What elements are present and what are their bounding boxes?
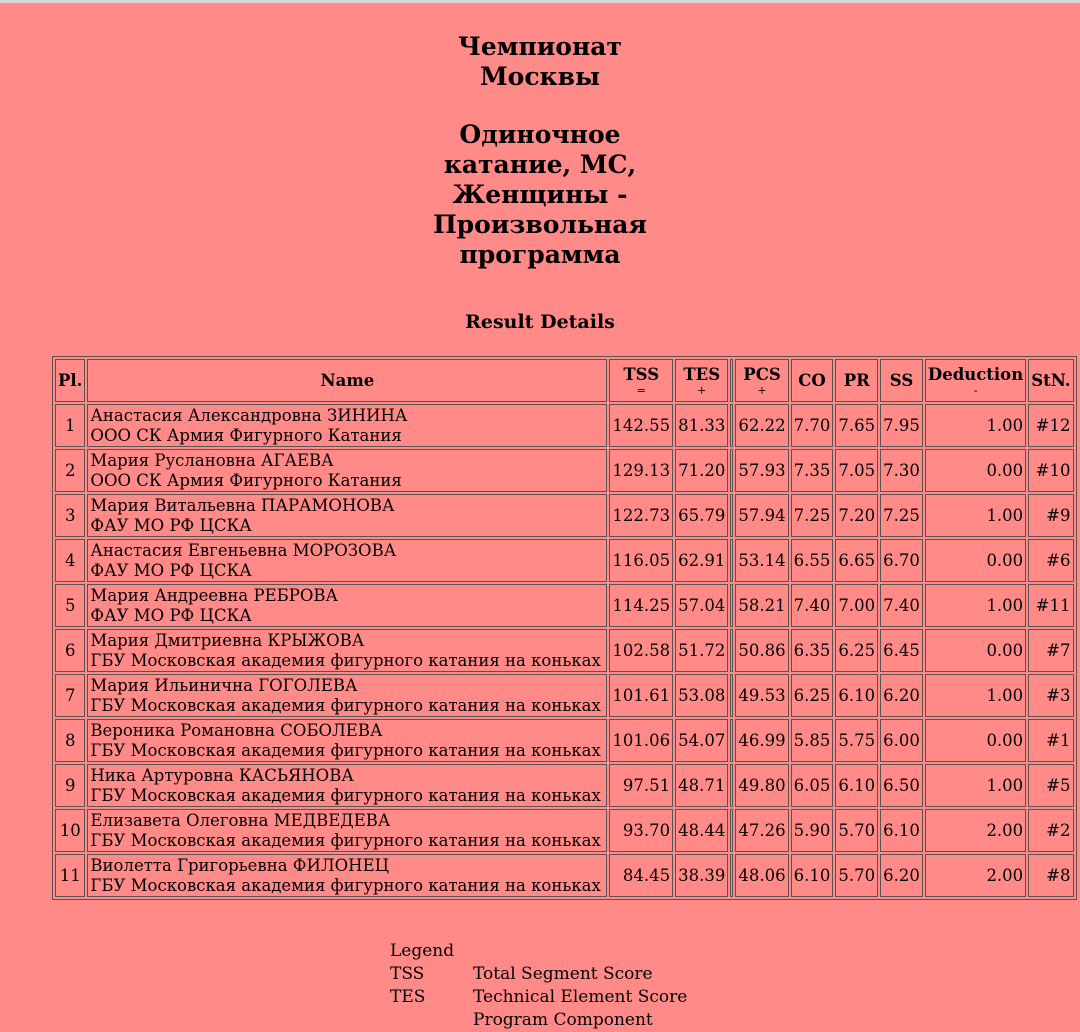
header-pl: Pl.	[55, 359, 85, 402]
cell-ss: 6.20	[880, 674, 923, 717]
cell-stn: #7	[1028, 629, 1073, 672]
cell-ss: 7.95	[880, 404, 923, 447]
cell-place: 6	[55, 629, 85, 672]
cell-tss: 102.58	[609, 629, 673, 672]
cell-ss: 6.50	[880, 764, 923, 807]
cell-pcs: 48.06	[735, 854, 788, 897]
cell-tss: 93.70	[609, 809, 673, 852]
cell-tss: 84.45	[609, 854, 673, 897]
skater-club: ООО СК Армия Фигурного Катания	[90, 425, 402, 445]
skater-name: Елизавета Олеговна МЕДВЕДЕВА	[90, 810, 391, 830]
cell-stn: #8	[1028, 854, 1073, 897]
cell-place: 9	[55, 764, 85, 807]
legend	[390, 940, 687, 1032]
cell-deduction: 2.00	[925, 854, 1026, 897]
cell-co: 7.70	[791, 404, 834, 447]
cell-tes: 81.33	[675, 404, 728, 447]
cell-name	[87, 629, 607, 672]
cell-stn: #11	[1028, 584, 1073, 627]
skater-club: ФАУ МО РФ ЦСКА	[90, 515, 252, 535]
header-pcs: PCS +	[735, 359, 788, 402]
cell-pr: 5.75	[835, 719, 878, 762]
cell-pr: 6.25	[835, 629, 878, 672]
cell-pcs: 57.94	[735, 494, 788, 537]
cell-stn: #5	[1028, 764, 1073, 807]
cell-tss: 97.51	[609, 764, 673, 807]
title-line: Произвольная	[433, 210, 647, 239]
cell-pr: 7.20	[835, 494, 878, 537]
table-row	[55, 629, 1074, 672]
cell-name	[87, 494, 607, 537]
cell-deduction: 1.00	[925, 404, 1026, 447]
cell-ss: 6.45	[880, 629, 923, 672]
cell-tes: 48.44	[675, 809, 728, 852]
cell-ss: 6.00	[880, 719, 923, 762]
skater-name: Мария Андреевна РЕБРОВА	[90, 585, 339, 605]
cell-ss: 7.25	[880, 494, 923, 537]
cell-tes: 57.04	[675, 584, 728, 627]
cell-name	[87, 584, 607, 627]
cell-place: 4	[55, 539, 85, 582]
cell-place: 11	[55, 854, 85, 897]
skater-name: Мария Дмитриевна КРЫЖОВА	[90, 630, 365, 650]
header-stn: StN.	[1028, 359, 1073, 402]
skater-name: Анастасия Евгеньевна МОРОЗОВА	[90, 540, 397, 560]
header-co: CO	[791, 359, 834, 402]
cell-pcs: 50.86	[735, 629, 788, 672]
cell-spacer	[730, 404, 733, 447]
results-body	[55, 404, 1074, 897]
cell-pr: 5.70	[835, 809, 878, 852]
cell-co: 6.35	[791, 629, 834, 672]
skater-name: Вероника Романовна СОБОЛЕВА	[90, 720, 383, 740]
cell-co: 7.25	[791, 494, 834, 537]
cell-stn: #10	[1028, 449, 1073, 492]
cell-pcs: 46.99	[735, 719, 788, 762]
cell-pcs: 57.93	[735, 449, 788, 492]
cell-spacer	[730, 854, 733, 897]
cell-tes: 38.39	[675, 854, 728, 897]
cell-tes: 65.79	[675, 494, 728, 537]
cell-spacer	[730, 539, 733, 582]
cell-spacer	[730, 584, 733, 627]
cell-spacer	[730, 494, 733, 537]
cell-tss: 116.05	[609, 539, 673, 582]
skater-club: ГБУ Московская академия фигурного катания на коньках	[90, 830, 601, 850]
skater-club: ГБУ Московская академия фигурного катания на коньках	[90, 650, 601, 670]
cell-pr: 6.10	[835, 764, 878, 807]
cell-spacer	[730, 809, 733, 852]
title-line: Москвы	[479, 62, 601, 91]
skater-club: ГБУ Московская академия фигурного катания на коньках	[90, 695, 601, 715]
cell-co: 5.90	[791, 809, 834, 852]
table-row	[55, 584, 1074, 627]
skater-name: Мария Витальевна ПАРАМОНОВА	[90, 495, 395, 515]
cell-pcs: 53.14	[735, 539, 788, 582]
cell-co: 6.55	[791, 539, 834, 582]
cell-co: 7.40	[791, 584, 834, 627]
cell-deduction: 1.00	[925, 674, 1026, 717]
cell-stn: #1	[1028, 719, 1073, 762]
cell-ss: 7.30	[880, 449, 923, 492]
cell-co: 6.25	[791, 674, 834, 717]
cell-pr: 7.65	[835, 404, 878, 447]
cell-place: 1	[55, 404, 85, 447]
header-tss: TSS =	[609, 359, 673, 402]
title-line: Чемпионат	[458, 32, 622, 61]
legend-desc: Program Component	[473, 1010, 653, 1030]
cell-co: 5.85	[791, 719, 834, 762]
legend-desc: Technical Element Score	[473, 987, 688, 1007]
top-border	[0, 0, 1080, 3]
cell-spacer	[730, 674, 733, 717]
table-row	[55, 539, 1074, 582]
cell-name	[87, 674, 607, 717]
cell-deduction: 0.00	[925, 449, 1026, 492]
header-deduction: Deduction -	[925, 359, 1026, 402]
cell-pcs: 49.80	[735, 764, 788, 807]
skater-club: ГБУ Московская академия фигурного катания на коньках	[90, 785, 601, 805]
cell-stn: #9	[1028, 494, 1073, 537]
header-spacer	[730, 359, 733, 402]
skater-club: ФАУ МО РФ ЦСКА	[90, 560, 252, 580]
cell-name	[87, 764, 607, 807]
cell-place: 8	[55, 719, 85, 762]
legend-desc: Total Segment Score	[473, 964, 653, 984]
cell-spacer	[730, 629, 733, 672]
cell-tss: 101.06	[609, 719, 673, 762]
cell-deduction: 1.00	[925, 764, 1026, 807]
table-row	[55, 764, 1074, 807]
table-row	[55, 449, 1074, 492]
cell-place: 3	[55, 494, 85, 537]
cell-tss: 101.61	[609, 674, 673, 717]
cell-ss: 6.20	[880, 854, 923, 897]
skater-club: ГБУ Московская академия фигурного катания на коньках	[90, 740, 601, 760]
cell-deduction: 1.00	[925, 494, 1026, 537]
cell-tes: 48.71	[675, 764, 728, 807]
cell-ss: 6.10	[880, 809, 923, 852]
cell-place: 2	[55, 449, 85, 492]
header-pr: PR	[835, 359, 878, 402]
cell-spacer	[730, 719, 733, 762]
cell-deduction: 0.00	[925, 629, 1026, 672]
cell-deduction: 2.00	[925, 809, 1026, 852]
table-row	[55, 404, 1074, 447]
cell-tes: 51.72	[675, 629, 728, 672]
cell-pcs: 47.26	[735, 809, 788, 852]
table-row	[55, 494, 1074, 537]
cell-tes: 54.07	[675, 719, 728, 762]
cell-pcs: 62.22	[735, 404, 788, 447]
title-line: катание, МС,	[443, 150, 637, 179]
cell-tes: 53.08	[675, 674, 728, 717]
legend-abbr: TSS	[390, 964, 425, 984]
title-line: Одиночное	[459, 120, 621, 149]
cell-name	[87, 854, 607, 897]
skater-name: Мария Ильинична ГОГОЛЕВА	[90, 675, 358, 695]
legend-item	[390, 1009, 687, 1032]
cell-stn: #12	[1028, 404, 1073, 447]
cell-tes: 71.20	[675, 449, 728, 492]
cell-deduction: 1.00	[925, 584, 1026, 627]
cell-place: 7	[55, 674, 85, 717]
table-row	[55, 674, 1074, 717]
skater-name: Мария Руслановна АГАЕВА	[90, 450, 334, 470]
cell-tss: 142.55	[609, 404, 673, 447]
cell-spacer	[730, 764, 733, 807]
cell-pr: 6.10	[835, 674, 878, 717]
page-title	[0, 32, 1080, 270]
cell-name	[87, 539, 607, 582]
cell-tss: 114.25	[609, 584, 673, 627]
title-line: Женщины -	[452, 180, 628, 209]
cell-ss: 6.70	[880, 539, 923, 582]
skater-name: Виолетта Григорьевна ФИЛОНЕЦ	[90, 855, 390, 875]
cell-tss: 129.13	[609, 449, 673, 492]
cell-place: 5	[55, 584, 85, 627]
legend-title: Legend	[390, 941, 455, 961]
skater-club: ООО СК Армия Фигурного Катания	[90, 470, 402, 490]
cell-name	[87, 449, 607, 492]
results-table	[52, 356, 1077, 900]
cell-tss: 122.73	[609, 494, 673, 537]
skater-club: ФАУ МО РФ ЦСКА	[90, 605, 252, 625]
legend-abbr	[390, 1009, 473, 1032]
table-row	[55, 809, 1074, 852]
cell-name	[87, 719, 607, 762]
cell-deduction: 0.00	[925, 539, 1026, 582]
cell-co: 6.10	[791, 854, 834, 897]
cell-stn: #6	[1028, 539, 1073, 582]
cell-place: 10	[55, 809, 85, 852]
section-title: Result Details	[465, 311, 615, 333]
table-row	[55, 719, 1074, 762]
cell-co: 7.35	[791, 449, 834, 492]
cell-name	[87, 404, 607, 447]
cell-stn: #2	[1028, 809, 1073, 852]
cell-pr: 6.65	[835, 539, 878, 582]
skater-name: Ника Артуровна КАСЬЯНОВА	[90, 765, 354, 785]
header-ss: SS	[880, 359, 923, 402]
cell-stn: #3	[1028, 674, 1073, 717]
cell-name	[87, 809, 607, 852]
legend-item	[390, 986, 687, 1009]
header-tes: TES +	[675, 359, 728, 402]
title-line: программа	[459, 240, 621, 269]
cell-deduction: 0.00	[925, 719, 1026, 762]
skater-club: ГБУ Московская академия фигурного катания на коньках	[90, 875, 601, 895]
header-row	[55, 359, 1074, 402]
cell-co: 6.05	[791, 764, 834, 807]
cell-pr: 5.70	[835, 854, 878, 897]
cell-pr: 7.05	[835, 449, 878, 492]
cell-pcs: 58.21	[735, 584, 788, 627]
cell-tes: 62.91	[675, 539, 728, 582]
cell-ss: 7.40	[880, 584, 923, 627]
legend-abbr: TES	[390, 987, 426, 1007]
cell-pr: 7.00	[835, 584, 878, 627]
cell-pcs: 49.53	[735, 674, 788, 717]
skater-name: Анастасия Александровна ЗИНИНА	[90, 405, 408, 425]
header-name: Name	[87, 359, 607, 402]
table-row	[55, 854, 1074, 897]
cell-spacer	[730, 449, 733, 492]
legend-item	[390, 963, 687, 986]
